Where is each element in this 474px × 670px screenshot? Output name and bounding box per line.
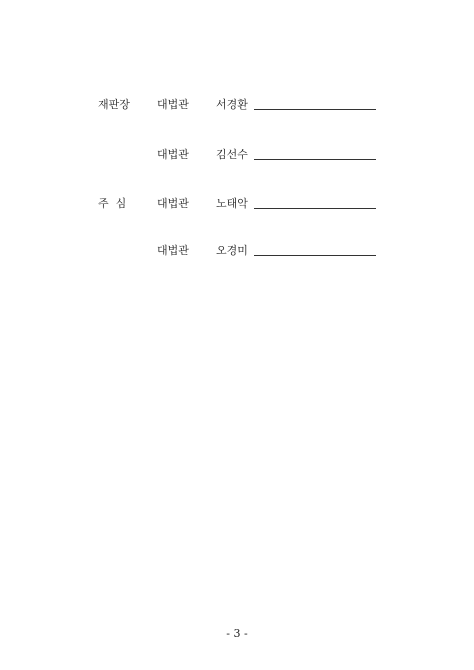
title-label: 대법관 [157,244,189,257]
title-label: 대법관 [157,148,189,161]
title-label: 대법관 [157,197,189,210]
signature-row-justice [0,145,474,165]
justice-name: 김선수 [216,148,248,161]
signature-row-presiding [0,95,474,115]
signature-line [254,208,376,209]
title-label: 대법관 [157,98,189,111]
signature-row-justice [0,241,474,261]
role-label: 주 심 [98,197,127,210]
signature-line [254,159,376,160]
signature-line [254,255,376,256]
justice-name: 노태악 [216,197,248,210]
justice-name: 오경미 [216,244,248,257]
justice-name: 서경환 [216,98,248,111]
page-number: - 3 - [226,627,248,640]
signature-row-main [0,194,474,214]
signature-line [254,109,376,110]
role-label: 재판장 [98,98,130,111]
